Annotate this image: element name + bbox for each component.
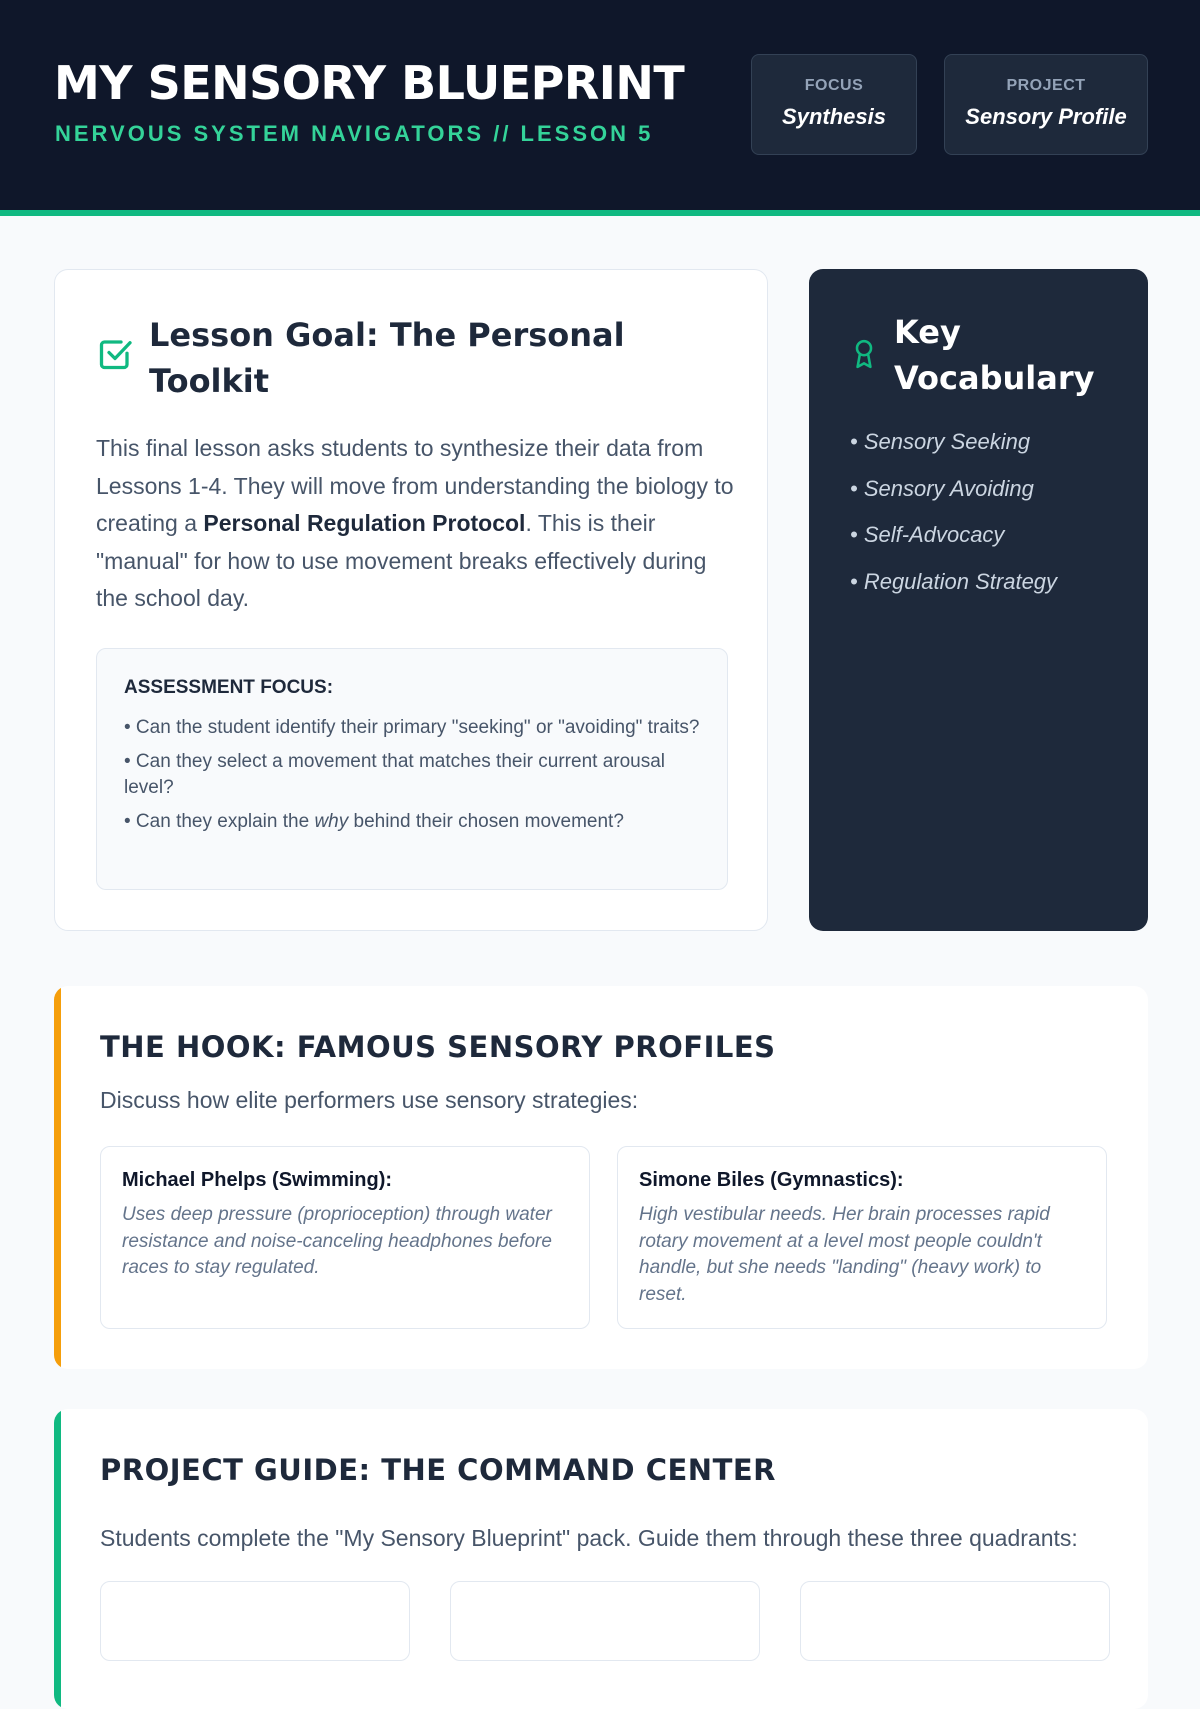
page-header [0,0,1200,216]
key-vocabulary-card [809,269,1148,931]
assessment-item [124,809,704,836]
assessment-item: • Can they select a movement that matches their current arousal level? [124,750,666,798]
goal-key-term: Personal Regulation Protocol [203,510,526,536]
quadrant-card [450,1581,760,1661]
profile-description: High vestibular needs. Her brain processes rapid rotary movement at a level most people couldn't handle, but she needs "landing" (heavy work) to reset. [639,1204,1050,1305]
project-chip [944,54,1148,155]
assessment-emphasis: why [314,810,349,832]
vocabulary-item: • Sensory Avoiding [850,475,1034,501]
hook-section [54,986,1148,1369]
lesson-goal-title: Lesson Goal: The Personal Toolkit [149,316,625,400]
project-label: PROJECT [1006,77,1086,94]
vocabulary-title: Key Vocabulary [894,313,1095,397]
award-ribbon-icon [850,337,878,371]
checkbox-icon [97,336,133,372]
focus-label: FOCUS [804,77,864,94]
goal-text-end: . This is their "manual" for how to use movement breaks effectively during the school day. [96,510,707,611]
profile-name: Michael Phelps (Swimming): [122,1169,393,1191]
assessment-text-end: behind their chosen movement? [348,810,624,832]
page-subtitle: NERVOUS SYSTEM NAVIGATORS // LESSON 5 [55,121,654,146]
page-title: MY SENSORY BLUEPRINT [54,56,685,110]
focus-value: Synthesis [782,104,886,129]
assessment-title: ASSESSMENT FOCUS: [124,677,334,698]
vocabulary-list [850,429,1057,615]
assessment-list [124,715,704,842]
guide-title: PROJECT GUIDE: THE COMMAND CENTER [100,1453,776,1487]
quadrant-card [800,1581,1110,1661]
assessment-item: • Can the student identify their primary "seeking" or "avoiding" traits? [124,717,700,738]
lesson-goal-description [96,430,736,618]
profile-name: Simone Biles (Gymnastics): [639,1169,904,1191]
assessment-focus-box [96,648,728,890]
vocabulary-item: • Regulation Strategy [850,568,1058,594]
quadrant-card [100,1581,410,1661]
focus-chip [751,54,917,155]
goal-text: This final lesson asks students to synthesize their data from Lessons 1-4. They will move from understanding the biology to creating a [96,435,734,536]
profile-card-biles [617,1146,1107,1329]
profile-description: Uses deep pressure (proprioception) through water resistance and noise-canceling headphones before races to stay regulated. [122,1204,552,1278]
assessment-text: • Can they explain the [124,810,315,832]
hook-title: THE HOOK: FAMOUS SENSORY PROFILES [100,1030,776,1064]
project-guide-section [54,1409,1148,1709]
vocabulary-item: • Sensory Seeking [850,429,1031,454]
vocabulary-item: • Self-Advocacy [850,522,1005,547]
profile-card-phelps [100,1146,590,1329]
guide-intro: Students complete the "My Sensory Blueprint" pack. Guide them through these three quadrants: [100,1525,1078,1551]
project-value: Sensory Profile [965,104,1127,129]
lesson-goal-card [54,269,768,931]
hook-intro: Discuss how elite performers use sensory strategies: [100,1087,639,1113]
